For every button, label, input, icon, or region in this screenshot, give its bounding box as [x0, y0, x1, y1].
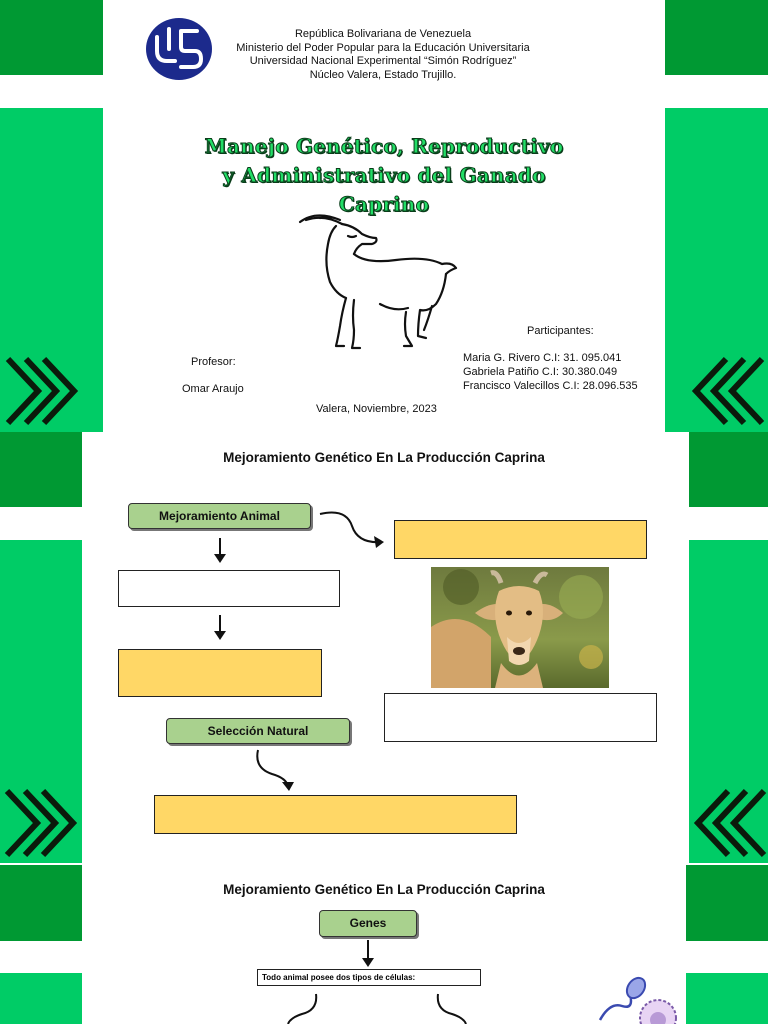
professor-label: Profesor:	[191, 356, 236, 368]
right-band-mid-p3	[686, 973, 768, 1024]
curved-arrow-icon	[432, 992, 472, 1024]
arrow-down-icon	[360, 940, 376, 968]
title-line: Manejo Genético, Reproductivo	[204, 134, 564, 158]
left-band-top-p3	[0, 865, 82, 941]
participants-label: Participantes:	[527, 325, 594, 337]
seleccion-natural-label: Selección Natural	[166, 718, 350, 744]
participant-item: Francisco Valecillos C.I: 28.096.535	[463, 380, 638, 392]
right-band-top-p1	[665, 0, 768, 75]
participant-item: Maria G. Rivero C.I: 31. 095.041	[463, 352, 622, 364]
arrow-down-icon	[212, 538, 228, 564]
curved-arrow-icon	[318, 508, 388, 550]
left-band-mid-p3	[0, 973, 82, 1024]
participants-list	[463, 351, 638, 393]
mejoramiento-animal-label: Mejoramiento Animal	[128, 503, 311, 529]
title-line: Caprino	[338, 192, 430, 216]
caption-box	[384, 693, 657, 742]
title-line: y Administrativo del Ganado	[222, 163, 546, 187]
professor-name: Omar Araujo	[182, 383, 244, 395]
document-title	[184, 132, 584, 219]
genes-label: Genes	[319, 910, 417, 937]
chevron-left-icon	[692, 787, 768, 859]
sperm-cell-icon	[596, 972, 686, 1024]
right-band-top-p2	[689, 432, 768, 507]
header-line: Núcleo Valera, Estado Trujillo.	[309, 68, 457, 81]
university-logo-icon	[145, 17, 213, 81]
curved-arrow-icon	[282, 992, 322, 1024]
section-title: Mejoramiento Genético En La Producción Caprina	[223, 882, 545, 897]
definition-box	[394, 520, 647, 559]
left-band-top-p2	[0, 432, 82, 507]
participant-item: Gabriela Patiño C.I: 30.380.049	[463, 366, 618, 378]
place-date: Valera, Noviembre, 2023	[316, 403, 437, 415]
chevron-right-icon	[4, 355, 80, 427]
content-box	[118, 570, 340, 607]
seleccion-definition-box	[154, 795, 517, 834]
left-band-top-p1	[0, 0, 103, 75]
chevron-right-icon	[3, 787, 79, 859]
arrow-down-icon	[212, 615, 228, 641]
institution-header	[218, 28, 548, 82]
goat-photo	[431, 567, 609, 688]
goat-illustration-icon	[296, 208, 460, 353]
cells-text-box	[257, 969, 481, 986]
header-line: Ministerio del Poder Popular para la Educación Universitaria	[236, 41, 530, 54]
result-box	[118, 649, 322, 697]
header-line: República Bolivariana de Venezuela	[294, 28, 472, 40]
chevron-left-icon	[690, 355, 766, 427]
header-line: Universidad Nacional Experimental “Simón Rodríguez”	[249, 55, 517, 67]
right-band-top-p3	[686, 865, 768, 941]
curved-arrow-icon	[252, 748, 296, 792]
cells-text: Todo animal posee dos tipos de células:	[262, 973, 416, 982]
section-title: Mejoramiento Genético En La Producción Caprina	[223, 450, 545, 465]
